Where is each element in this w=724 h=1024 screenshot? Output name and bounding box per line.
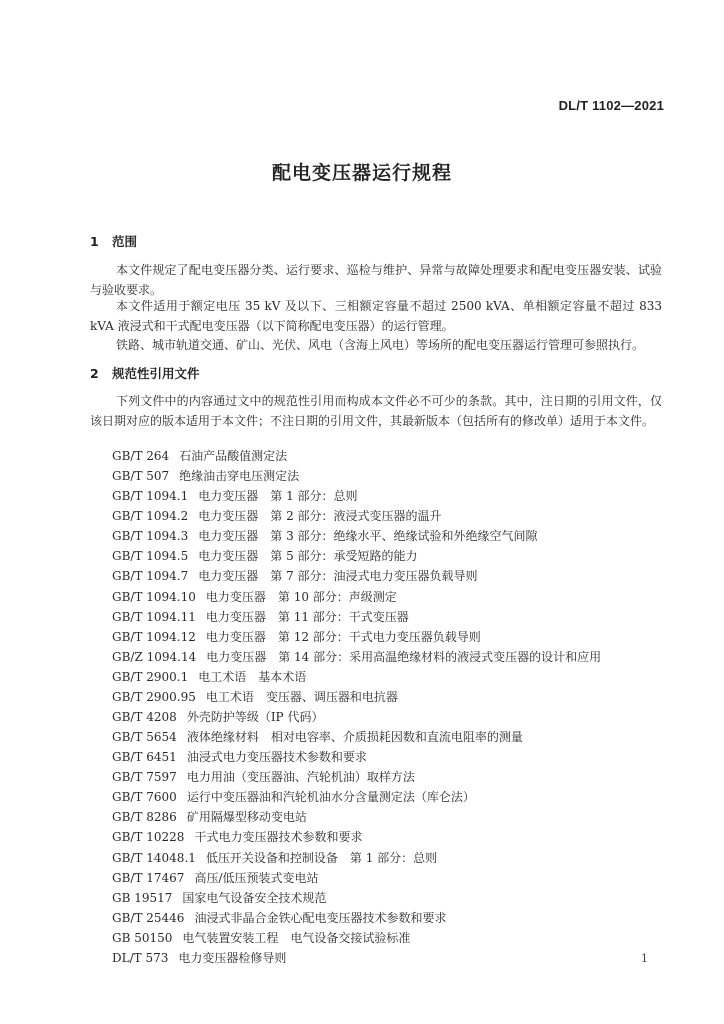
reference-code: GB/T 2900.1 (112, 669, 189, 684)
references-intro-paragraph: 下列文件中的内容通过文中的规范性引用而构成本文件必不可少的条款。其中，注日期的引用文件，仅该日期对应的版本适用于本文件；不注日期的引用文件，其最新版本（包括所有的修改单）适用于本文件。 (90, 394, 662, 428)
reference-item (112, 727, 601, 747)
reference-item (112, 908, 601, 928)
reference-title: 电力变压器 第 10 部分：声级测定 (205, 589, 397, 604)
reference-code: GB/T 7600 (112, 790, 177, 805)
reference-item (112, 687, 601, 707)
reference-item (112, 807, 601, 827)
reference-item (112, 747, 601, 767)
reference-item (112, 888, 601, 908)
reference-code: GB/T 264 (112, 449, 170, 463)
reference-title: 高压/低压预装式变电站 (194, 870, 319, 885)
reference-title: 电力变压器检修导则 (178, 950, 287, 965)
reference-title: 低压开关设备和控制设备 第 1 部分：总则 (205, 850, 438, 865)
reference-item (112, 667, 601, 687)
reference-title: 电力用油（变压器油、汽轮机油）取样方法 (186, 770, 415, 785)
reference-title: 石油产品酸值测定法 (179, 449, 288, 463)
section-2-heading (90, 364, 200, 382)
reference-list (112, 446, 601, 968)
reference-item (112, 607, 601, 627)
reference-item (112, 446, 601, 466)
scope-paragraph-1: 本文件规定了配电变压器分类、运行要求、巡检与维护、异常与故障处理要求和配电变压器安装、试验与验收要求。 (90, 263, 662, 297)
reference-item (112, 587, 601, 607)
reference-code: GB/T 17467 (112, 870, 185, 885)
reference-code: GB/T 25446 (112, 910, 185, 925)
reference-title: 电气装置安装工程 电气设备交接试验标准 (182, 930, 411, 945)
reference-code: GB/T 4208 (112, 710, 177, 725)
reference-code: GB/T 1094.11 (112, 609, 196, 624)
section-title: 范围 (112, 234, 138, 249)
reference-code: GB/T 507 (112, 469, 170, 484)
scope-paragraph-2: 本文件适用于额定电压 35 kV 及以下、三相额定容量不超过 2500 kVA、单相额定容量不超过 833 kVA 液浸式和干式配电变压器（以下简称配电变压器）的运行管理。 (90, 299, 662, 333)
reference-code: GB/Z 1094.14 (112, 649, 197, 664)
reference-item (112, 466, 601, 486)
reference-code: DL/T 573 (112, 950, 169, 965)
reference-item (112, 767, 601, 787)
section-title: 规范性引用文件 (112, 366, 200, 381)
reference-code: GB/T 1094.7 (112, 569, 189, 584)
reference-code: GB 19517 (112, 890, 173, 905)
reference-code: GB/T 8286 (112, 810, 177, 825)
reference-code: GB/T 2900.95 (112, 689, 196, 704)
reference-code: GB/T 1094.1 (112, 489, 189, 504)
reference-code: GB/T 10228 (112, 830, 185, 845)
reference-code: GB/T 1094.10 (112, 589, 196, 604)
section-number: 1 (90, 234, 99, 249)
reference-title: 运行中变压器油和汽轮机油水分含量测定法（库仑法） (186, 790, 475, 805)
reference-title: 电工术语 基本术语 (198, 669, 307, 684)
reference-title: 电力变压器 第 7 部分：油浸式电力变压器负载导则 (198, 569, 478, 584)
reference-title: 矿用隔爆型移动变电站 (186, 810, 307, 825)
scope-paragraph-3: 铁路、城市轨道交通、矿山、光伏、风电（含海上风电）等场所的配电变压器运行管理可参照执行。 (116, 338, 645, 352)
reference-code: GB/T 1094.3 (112, 529, 189, 544)
reference-title: 电力变压器 第 2 部分：液浸式变压器的温升 (198, 509, 442, 524)
reference-item (112, 928, 601, 948)
reference-title: 国家电气设备安全技术规范 (182, 890, 327, 905)
section-number: 2 (90, 366, 99, 381)
reference-title: 干式电力变压器技术参数和要求 (194, 830, 363, 845)
reference-item (112, 546, 601, 566)
reference-item (112, 787, 601, 807)
reference-code: GB/T 6451 (112, 750, 177, 765)
reference-item (112, 868, 601, 888)
reference-code: GB/T 1094.5 (112, 549, 189, 564)
page-number: 1 (641, 952, 648, 965)
reference-item (112, 827, 601, 847)
reference-title: 油浸式非晶合金铁心配电变压器技术参数和要求 (194, 910, 447, 925)
reference-title: 液体绝缘材料 相对电容率、介质损耗因数和直流电阻率的测量 (186, 730, 523, 745)
reference-item (112, 526, 601, 546)
standard-code: DL/T 1102—2021 (558, 98, 664, 113)
reference-title: 外壳防护等级（IP 代码） (186, 710, 324, 725)
reference-title: 电工术语 变压器、调压器和电抗器 (205, 689, 398, 704)
reference-item (112, 647, 601, 667)
reference-item (112, 566, 601, 586)
document-title: 配电变压器运行规程 (271, 162, 452, 184)
section-1-heading (90, 232, 137, 250)
reference-title: 电力变压器 第 14 部分：采用高温绝缘材料的液浸式变压器的设计和应用 (206, 649, 602, 664)
reference-code: GB/T 5654 (112, 730, 177, 745)
reference-title: 油浸式电力变压器技术参数和要求 (186, 750, 367, 765)
reference-code: GB/T 14048.1 (112, 850, 196, 865)
reference-title: 电力变压器 第 12 部分：干式电力变压器负载导则 (205, 629, 481, 644)
reference-item (112, 707, 601, 727)
reference-item (112, 848, 601, 868)
reference-title: 电力变压器 第 5 部分：承受短路的能力 (198, 549, 418, 564)
reference-code: GB/T 1094.2 (112, 509, 189, 524)
reference-title: 电力变压器 第 11 部分：干式变压器 (205, 609, 409, 624)
reference-code: GB 50150 (112, 930, 173, 945)
reference-title: 电力变压器 第 3 部分：绝缘水平、绝缘试验和外绝缘空气间隙 (198, 529, 538, 544)
reference-code: GB/T 1094.12 (112, 629, 196, 644)
reference-title: 绝缘油击穿电压测定法 (179, 469, 300, 484)
reference-code: GB/T 7597 (112, 770, 177, 785)
reference-title: 电力变压器 第 1 部分：总则 (198, 489, 358, 504)
reference-item (112, 948, 601, 968)
reference-item (112, 506, 601, 526)
reference-item (112, 486, 601, 506)
reference-item (112, 627, 601, 647)
